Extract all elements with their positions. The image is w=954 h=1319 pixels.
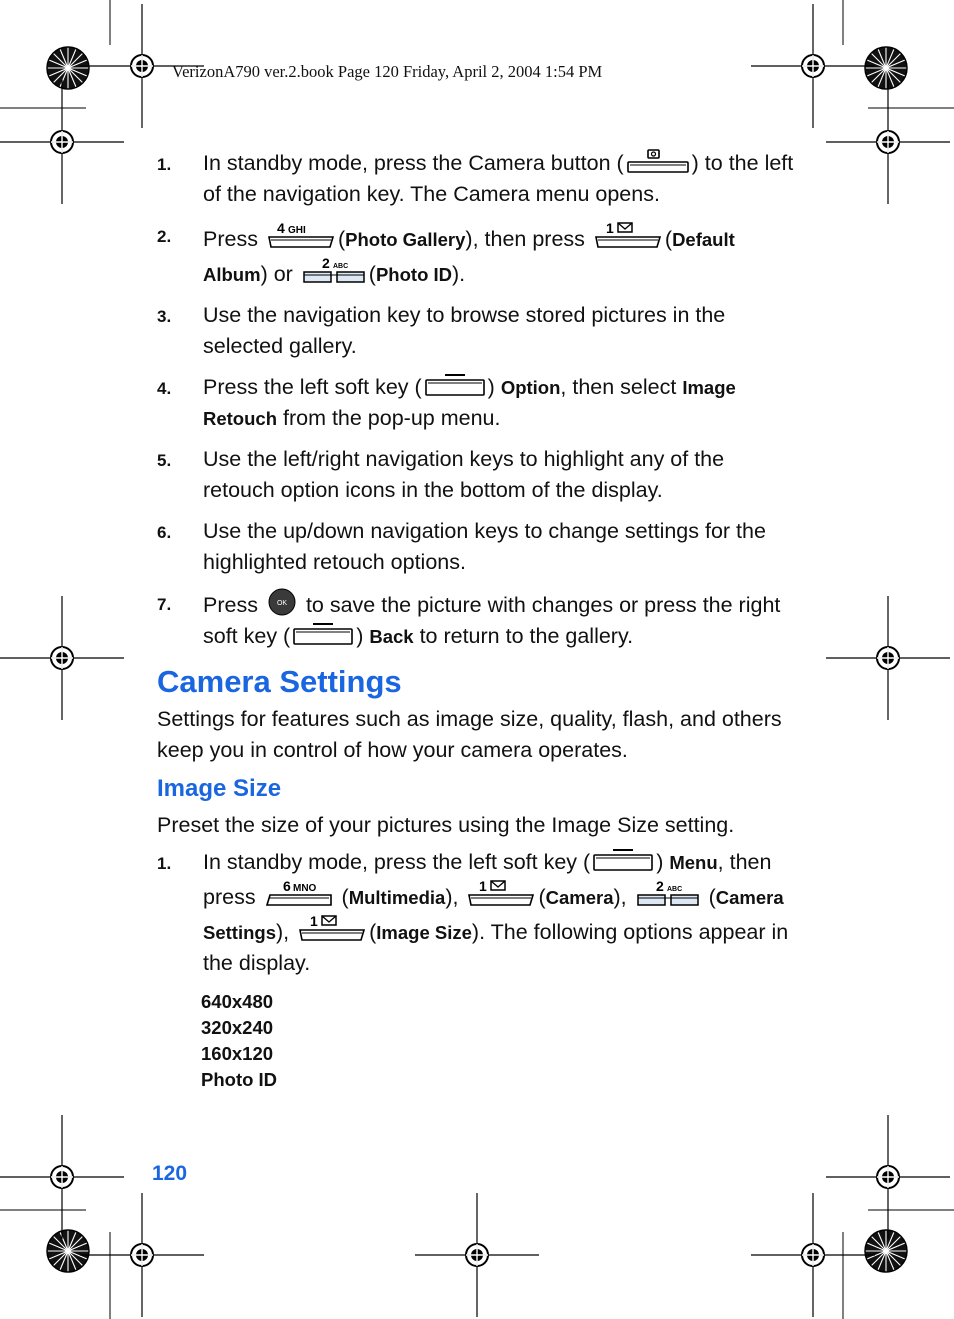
svg-text:1: 1 (605, 220, 614, 236)
options-list (201, 989, 797, 1093)
registration-star-icon (865, 1230, 907, 1272)
subsection-intro: Preset the size of your pictures using the Image Size setting. (157, 813, 735, 837)
key-1-icon (467, 878, 535, 908)
step-item: 2. Press 4 GHI (Photo Gallery), then press 1 (Default Album) or 2 ABC (Photo ID). (157, 220, 735, 286)
step-number: 6. (157, 523, 172, 542)
registration-star-icon (47, 1230, 89, 1272)
registration-cross-icon (0, 80, 124, 204)
registration-cross-icon (0, 596, 124, 720)
svg-text:OK: OK (276, 600, 288, 607)
step-number: 1. (157, 155, 172, 174)
registration-cross-icon (826, 80, 950, 204)
svg-text:2: 2 (321, 255, 330, 271)
step-number: 5. (157, 451, 172, 470)
option-item: 160x120 (201, 1043, 274, 1064)
key-4-icon (267, 220, 335, 250)
registration-cross-icon (751, 4, 875, 128)
registration-cross-icon (751, 1193, 875, 1317)
step-number: 4. (157, 379, 172, 398)
print-header: VerizonA790 ver.2.book Page 120 Friday, April 2, 2004 1:54 PM (172, 62, 603, 81)
camera-key-icon (627, 148, 689, 174)
soft-key-icon (293, 621, 353, 647)
registration-star-icon (47, 47, 89, 89)
step-item: 3. Use the navigation key to browse stored pictures in the selected gallery. (157, 303, 726, 358)
registration-cross-icon (0, 1115, 124, 1239)
step-number: 2. (157, 227, 172, 246)
registration-star-icon (865, 47, 907, 89)
option-item: 640x480 (201, 991, 274, 1012)
soft-key-icon (593, 847, 653, 873)
step-item: 1. In standby mode, press the left soft key ( ) Menu, then press 6 MNO (Multimedia), 1 (Camera), 2 ABC (Camera Settings), 1 (Image Size). The following options appear in the display. (157, 847, 797, 979)
svg-text:1: 1 (310, 913, 318, 929)
key-6-icon (265, 878, 333, 908)
registration-cross-icon (415, 1193, 539, 1317)
svg-text:4: 4 (276, 220, 285, 236)
section-intro: Settings for features such as image size, quality, flash, and others keep you in control of how your camera operates. (157, 707, 782, 762)
step-number: 3. (157, 307, 172, 326)
svg-text:2: 2 (655, 878, 664, 894)
svg-text:GHI: GHI (287, 225, 306, 236)
option-item: 320x240 (201, 1017, 274, 1038)
step-number: 7. (157, 595, 172, 614)
registration-cross-icon (826, 1115, 950, 1239)
svg-text:ABC: ABC (666, 886, 682, 893)
step-item: 5. Use the left/right navigation keys to highlight any of the retouch option icons in the bottom of the display. (157, 447, 725, 502)
key-1-icon (298, 913, 366, 943)
registration-cross-icon (826, 596, 950, 720)
option-item: Photo ID (201, 1069, 278, 1090)
key-2-icon (636, 878, 700, 908)
svg-text:MNO: MNO (292, 883, 316, 894)
page-number: 120 (152, 1162, 188, 1185)
registration-cross-icon (80, 1193, 204, 1317)
step-item: 4. Press the left soft key ( ) Option, then select Image Retouch from the pop-up menu. (157, 372, 797, 434)
key-1-icon (594, 220, 662, 250)
key-2-icon (302, 255, 366, 285)
ok-key-icon (267, 588, 297, 616)
step-number: 1. (157, 854, 172, 873)
page-content (157, 148, 797, 1093)
subsection-title: Image Size (157, 775, 282, 802)
svg-text:ABC: ABC (332, 263, 348, 270)
step-item: 6. Use the up/down navigation keys to change settings for the highlighted retouch options. (157, 519, 766, 574)
step-item: 7. Press OK to save the picture with changes or press the right soft key ( ) Back to return to the gallery. (157, 588, 797, 652)
svg-text:1: 1 (479, 878, 488, 894)
svg-text:6: 6 (282, 878, 291, 894)
section-title: Camera Settings (157, 664, 402, 699)
step-item: 1. In standby mode, press the Camera button ( ) to the left of the navigation key. The Camera menu opens. (157, 148, 797, 210)
soft-key-icon (425, 372, 485, 398)
